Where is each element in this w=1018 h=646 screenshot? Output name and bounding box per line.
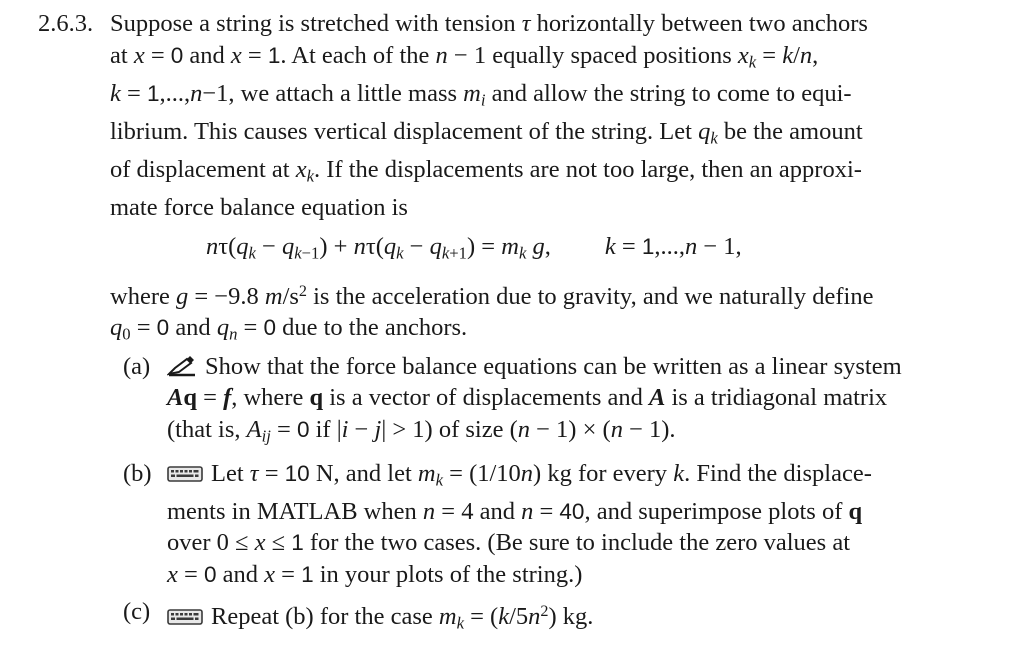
part-label: (b) [123, 459, 152, 487]
part-line: Repeat (b) for the case $m_k = (k/5n^2)$ kg. [167, 596, 968, 639]
part-a [123, 351, 968, 452]
part-b [123, 458, 968, 591]
exercise-number: 2.6.3. [38, 10, 94, 37]
part-line: x = 0 and x = 1 in your plots of the string.) [167, 560, 583, 588]
part-c [123, 596, 968, 639]
part-body [167, 351, 968, 452]
intro-line: k = 1,...,n−1, we attach a little mass $m_i$ and allow the string to come to equi- [110, 79, 852, 110]
part-line: Show that the force balance equations can be written as a linear system [167, 351, 968, 383]
exercise-2-6-3 [38, 8, 968, 646]
part-label: (c) [123, 598, 151, 626]
part-line: Aq = f, where q is a vector of displacements and A is a tridiagonal matrix [167, 384, 888, 412]
keyboard-icon [167, 465, 203, 483]
after-line: $q_0 = 0$ and $q_n = 0$ due to the anchors. [110, 314, 468, 345]
intro-line: librium. This causes vertical displacement of the string. Let $q_k$ be the amount [110, 117, 863, 148]
part-label: (a) [123, 352, 151, 380]
part-line: ments in MATLAB when n = 4 and n = 40, and superimpose plots of q [167, 497, 863, 525]
exercise-header [38, 8, 968, 40]
exercise-parts [123, 351, 968, 640]
part-line: over 0 ≤ x ≤ 1 for the two cases. (Be sure to include the zero values at [167, 529, 851, 557]
part-body [167, 596, 968, 639]
part-line: (that is, $A_{ij} = 0$ if |i − j| > 1) of size (n − 1) × (n − 1). [167, 415, 676, 446]
exercise-intro [110, 8, 968, 40]
part-body [167, 458, 968, 591]
part-line: Let τ = 10 N, and let $m_k = (1/10n)$ kg for every k. Find the displace- [167, 458, 968, 496]
intro-line: Suppose a string is stretched with tension τ horizontally between two anchors [110, 10, 868, 37]
intro-line: at x = 0 and x = 1. At each of the n − 1 equally spaced positions $x_k = k/n$, [110, 41, 819, 72]
intro-line: of displacement at $x_k$. If the displacements are not too large, then an approxi- [110, 155, 862, 186]
after-line: where g = −9.8 $m/s^2$ is the acceleration due to gravity, and we naturally define [110, 282, 874, 310]
keyboard-icon [167, 608, 203, 626]
exercise-intro-continued [110, 40, 968, 224]
exercise-after-equation [110, 276, 968, 351]
pencil-icon [167, 355, 197, 377]
intro-line: mate force balance equation is [110, 194, 408, 222]
force-balance-equation: $n\tau(q_k - q_{k-1}) + n\tau(q_k - q_{k+1}) = m_k$ g, k = 1,...,n − 1, [206, 232, 742, 263]
